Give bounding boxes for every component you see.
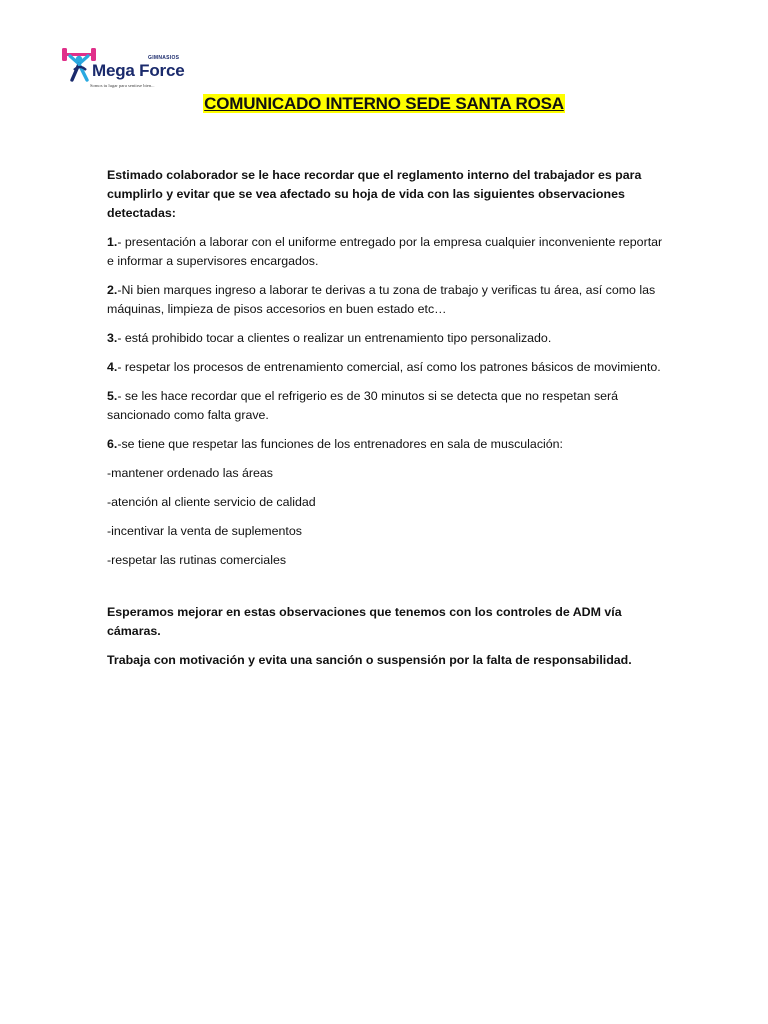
- bullet-item: -atención al cliente servicio de calidad: [107, 495, 316, 509]
- item-number: 1.: [107, 235, 118, 249]
- item-number: 4.: [107, 360, 118, 374]
- document-body: [107, 166, 667, 670]
- item-number: 6.: [107, 437, 118, 451]
- item-text: - respetar los procesos de entrenamiento comercial, así como los patrones básicos de movimiento.: [117, 360, 661, 374]
- item-number: 5.: [107, 389, 118, 403]
- list-item: [107, 358, 667, 377]
- item-number: 2.: [107, 283, 118, 297]
- list-item: [107, 281, 667, 319]
- item-text: -Ni bien marques ingreso a laborar te derivas a tu zona de trabajo y verificas tu área, así como las máquinas, limpieza de pisos accesorios en buen estado etc…: [107, 283, 656, 316]
- bullet-item: -respetar las rutinas comerciales: [107, 553, 287, 567]
- item-text: - presentación a laborar con el uniforme entregado por la empresa cualquier inconveniente reportar e informar a supervisores encargados.: [107, 235, 663, 268]
- bullet-item: -mantener ordenado las áreas: [107, 466, 273, 480]
- bullet-item: -incentivar la venta de suplementos: [107, 524, 302, 538]
- logo-brand-name: Mega Force: [92, 61, 185, 80]
- item-text: -se tiene que respetar las funciones de los entrenadores en sala de musculación:: [117, 437, 563, 451]
- list-item: [107, 329, 667, 348]
- item-text: - está prohibido tocar a clientes o realizar un entrenamiento tipo personalizado.: [117, 331, 552, 345]
- list-item: [107, 387, 667, 425]
- closing-paragraph: Esperamos mejorar en estas observaciones que tenemos con los controles de ADM vía cámaras.: [107, 605, 622, 638]
- item-text: - se les hace recordar que el refrigerio es de 30 minutos si se detecta que no respetan será sancionado como falta grave.: [107, 389, 619, 422]
- intro-paragraph: Estimado colaborador se le hace recordar que el reglamento interno del trabajador es para cumplirlo y evitar que se vea afectado su hoja de vida con las siguientes observaciones detectadas:: [107, 168, 642, 220]
- document-title: [0, 94, 768, 114]
- list-item: [107, 435, 667, 454]
- logo-tagline: Somos tu lugar para sentirse bien...: [90, 83, 155, 88]
- item-number: 3.: [107, 331, 118, 345]
- title-text: COMUNICADO INTERNO SEDE SANTA ROSA: [204, 94, 564, 113]
- logo-subtitle: GIMNASIOS: [148, 55, 180, 61]
- closing-paragraph: Trabaja con motivación y evita una sanción o suspensión por la falta de responsabilidad.: [107, 653, 632, 667]
- list-item: [107, 233, 667, 271]
- mega-force-logo: [62, 42, 186, 100]
